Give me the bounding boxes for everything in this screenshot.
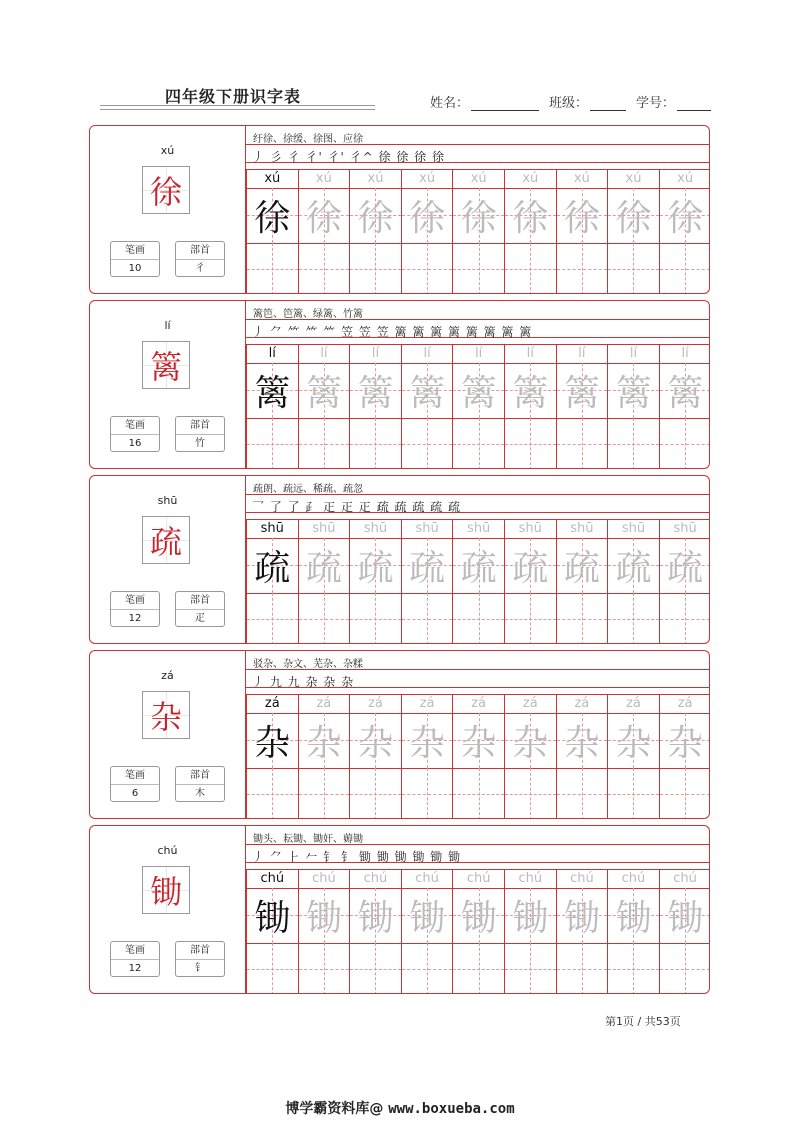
radical-value: 竹: [195, 438, 205, 449]
guide-line: [660, 619, 710, 620]
cell-pinyin: lí: [423, 346, 431, 361]
stroke-count-box: [110, 241, 160, 277]
cell-character: 篱: [667, 373, 704, 414]
cell-pinyin: xú: [419, 171, 436, 186]
watermark-url: www.boxueba.com: [388, 1101, 515, 1117]
cell-pinyin: xú: [470, 171, 487, 186]
cell-pinyin: shū: [673, 521, 697, 536]
page-title: 四年级下册识字表: [165, 87, 302, 106]
character-info: [90, 651, 246, 818]
guide-line: [660, 444, 710, 445]
character-info: [90, 826, 246, 993]
guide-line: [505, 619, 556, 620]
radical-label: 部首: [176, 767, 224, 785]
guide-line: [247, 619, 298, 620]
guide-line: [505, 444, 556, 445]
writing-grid: [246, 344, 710, 469]
cell-pinyin: xú: [264, 171, 281, 186]
radical-value: 钅: [195, 963, 205, 974]
cell-pinyin: xú: [625, 171, 642, 186]
model-cell[interactable]: [246, 694, 298, 819]
cell-pinyin: shū: [312, 521, 336, 536]
guide-line: [608, 969, 659, 970]
title-underline: [100, 105, 375, 106]
radical-value: 疋: [195, 613, 205, 624]
guide-line: [608, 269, 659, 270]
cell-character: 锄: [667, 898, 704, 939]
guide-line: [505, 794, 556, 795]
stroke-order: 丿 彡 彳 彳' 彳' 彳^ 徐 徐 徐 徐: [252, 150, 445, 164]
radical-label: 部首: [176, 417, 224, 435]
guide-line: [247, 269, 298, 270]
trace-cell[interactable]: [452, 694, 504, 819]
writing-grid: [246, 169, 710, 294]
cell-pinyin: zá: [264, 696, 280, 711]
model-cell[interactable]: [246, 169, 298, 294]
radical-label: 部首: [176, 592, 224, 610]
radical-box: [175, 766, 225, 802]
model-cell[interactable]: [246, 869, 298, 994]
cell-character: 锄: [305, 898, 342, 939]
radical-box: [175, 591, 225, 627]
example-words: 疏朗、疏远、稀疏、疏忽: [253, 484, 363, 495]
cell-pinyin: zá: [522, 696, 538, 711]
guide-line: [660, 794, 710, 795]
trace-cell[interactable]: [659, 694, 710, 819]
guide-line: [557, 969, 608, 970]
cell-character: 杂: [563, 723, 600, 764]
guide-line: [453, 969, 504, 970]
pinyin-label: shū: [157, 494, 178, 507]
pinyin-label: xú: [160, 144, 175, 157]
cell-pinyin: shū: [570, 521, 594, 536]
guide-line: [608, 794, 659, 795]
guide-line: [505, 269, 556, 270]
guide-line: [557, 269, 608, 270]
guide-line: [453, 444, 504, 445]
guide-line: [608, 444, 659, 445]
cell-pinyin: lí: [268, 346, 276, 361]
main-character: 徐: [149, 173, 182, 211]
trace-cell[interactable]: [504, 344, 556, 469]
page-number: 第1页 / 共53页: [605, 1015, 681, 1028]
trace-cell[interactable]: [504, 694, 556, 819]
cell-character: 篱: [460, 373, 497, 414]
main-character: 疏: [149, 523, 182, 561]
guide-line: [402, 969, 453, 970]
character-box: [142, 341, 190, 389]
guide-line: [299, 969, 350, 970]
stroke-order: 丿 ⺈ ⺊ 𠂉 钅 钅 锄 锄 锄 锄 锄 锄: [252, 850, 461, 864]
cell-pinyin: chú: [466, 871, 491, 886]
cell-character: 疏: [254, 548, 291, 589]
cell-pinyin: lí: [681, 346, 689, 361]
trace-cell[interactable]: [556, 519, 608, 644]
radical-label: 部首: [176, 942, 224, 960]
stroke-count-value: 16: [128, 438, 142, 449]
trace-cell[interactable]: [349, 169, 401, 294]
watermark: [0, 1098, 800, 1118]
trace-cell[interactable]: [504, 519, 556, 644]
cell-pinyin: xú: [367, 171, 384, 186]
cell-pinyin: lí: [320, 346, 328, 361]
cell-pinyin: zá: [368, 696, 383, 711]
cell-character: 杂: [305, 723, 342, 764]
guide-line: [557, 619, 608, 620]
cell-character: 杂: [460, 723, 497, 764]
guide-line: [402, 794, 453, 795]
cell-pinyin: shū: [518, 521, 542, 536]
trace-cell[interactable]: [401, 344, 453, 469]
character-box: [142, 866, 190, 914]
cell-pinyin: zá: [626, 696, 641, 711]
trace-cell[interactable]: [607, 869, 659, 994]
stroke-count-value: 12: [128, 613, 142, 624]
trace-cell[interactable]: [659, 519, 710, 644]
guide-line: [557, 444, 608, 445]
stroke-order: 丿 九 九 杂 杂 杂: [252, 675, 355, 689]
trace-cell[interactable]: [452, 344, 504, 469]
guide-line: [350, 794, 401, 795]
cell-pinyin: zá: [677, 696, 693, 711]
trace-cell[interactable]: [401, 694, 453, 819]
stroke-count-label: 笔画: [111, 417, 159, 435]
guide-line: [660, 269, 710, 270]
cell-pinyin: lí: [371, 346, 380, 361]
name-field[interactable]: [430, 92, 539, 111]
cell-pinyin: xú: [315, 171, 332, 186]
cell-pinyin: shū: [415, 521, 439, 536]
cell-character: 锄: [409, 898, 446, 939]
cell-character: 徐: [512, 198, 549, 239]
cell-character: 杂: [512, 723, 549, 764]
radical-label: 部首: [176, 242, 224, 260]
cell-character: 疏: [357, 548, 394, 589]
guide-line: [350, 619, 401, 620]
guide-line: [299, 619, 350, 620]
guide-line: [453, 794, 504, 795]
cell-pinyin: zá: [574, 696, 590, 711]
guide-line: [453, 619, 504, 620]
cell-pinyin: zá: [316, 696, 332, 711]
cell-pinyin: shū: [363, 521, 388, 536]
stroke-count-label: 笔画: [111, 592, 159, 610]
character-box: [142, 691, 190, 739]
trace-cell[interactable]: [349, 694, 401, 819]
model-cell[interactable]: [246, 344, 298, 469]
radical-value: 彳: [195, 263, 205, 274]
stroke-count-label: 笔画: [111, 242, 159, 260]
trace-cell[interactable]: [349, 519, 401, 644]
trace-cell[interactable]: [659, 869, 710, 994]
cell-character: 篱: [305, 373, 342, 414]
cell-character: 篱: [254, 373, 291, 414]
guide-line: [299, 269, 350, 270]
character-card: [89, 825, 710, 994]
student-info: [430, 92, 711, 111]
cell-character: 锄: [512, 898, 549, 939]
cell-character: 徐: [460, 198, 497, 239]
character-info: [90, 301, 246, 468]
id-field[interactable]: [636, 92, 711, 111]
guide-line: [247, 794, 298, 795]
character-info: [90, 476, 246, 643]
cell-pinyin: chú: [673, 871, 697, 886]
guide-line: [299, 794, 350, 795]
stroke-count-box: [110, 766, 160, 802]
trace-cell[interactable]: [452, 519, 504, 644]
cell-pinyin: lí: [629, 346, 638, 361]
stroke-count-value: 6: [131, 788, 139, 799]
trace-cell[interactable]: [349, 344, 401, 469]
trace-cell[interactable]: [607, 519, 659, 644]
stroke-count-label: 笔画: [111, 942, 159, 960]
cell-character: 疏: [615, 548, 652, 589]
trace-cell[interactable]: [659, 169, 710, 294]
guide-line: [247, 444, 298, 445]
guide-line: [557, 794, 608, 795]
example-words: 纡徐、徐缓、徐图、应徐: [253, 134, 363, 145]
cell-character: 杂: [357, 723, 394, 764]
cell-character: 篱: [615, 373, 652, 414]
cell-pinyin: zá: [471, 696, 487, 711]
stroke-count-value: 12: [128, 963, 142, 974]
example-words: 驳杂、杂文、芜杂、杂糅: [253, 659, 363, 670]
trace-cell[interactable]: [401, 869, 453, 994]
cell-character: 疏: [409, 548, 446, 589]
character-card: [89, 475, 710, 644]
cell-character: 疏: [305, 548, 342, 589]
trace-cell[interactable]: [607, 169, 659, 294]
stroke-order: 乛 了 了 ⺪ 𤴓 𤴓 𤴓 疏 疏 疏 疏 疏: [252, 500, 461, 514]
cell-pinyin: chú: [415, 871, 439, 886]
character-box: [142, 516, 190, 564]
cell-character: 杂: [254, 723, 291, 764]
trace-cell[interactable]: [607, 344, 659, 469]
cell-character: 杂: [409, 723, 446, 764]
trace-cell[interactable]: [504, 169, 556, 294]
pinyin-label: chú: [157, 844, 178, 857]
example-words: 篱笆、笆篱、绿篱、竹篱: [253, 309, 363, 320]
cell-character: 疏: [563, 548, 600, 589]
pinyin-label: zá: [161, 669, 174, 682]
radical-box: [175, 241, 225, 277]
cell-character: 篱: [563, 373, 600, 414]
cell-character: 锄: [254, 898, 291, 939]
trace-cell[interactable]: [298, 169, 350, 294]
cell-character: 徐: [615, 198, 652, 239]
name-label: 姓名：: [430, 96, 470, 111]
cell-character: 徐: [667, 198, 704, 239]
cell-character: 篱: [357, 373, 394, 414]
cell-character: 疏: [460, 548, 497, 589]
guide-line: [350, 969, 401, 970]
cell-character: 疏: [512, 548, 549, 589]
main-character: 篱: [149, 348, 182, 386]
cell-pinyin: zá: [419, 696, 435, 711]
cell-pinyin: shū: [467, 521, 491, 536]
example-words: 锄头、耘锄、锄奸、薅锄: [253, 834, 363, 845]
trace-cell[interactable]: [556, 344, 608, 469]
stroke-count-box: [110, 591, 160, 627]
cell-character: 篱: [512, 373, 549, 414]
guide-line: [453, 269, 504, 270]
stroke-count-box: [110, 416, 160, 452]
cell-character: 篱: [409, 373, 446, 414]
cell-character: 疏: [667, 548, 704, 589]
main-character: 锄: [149, 873, 182, 911]
trace-cell[interactable]: [298, 869, 350, 994]
id-label: 学号：: [636, 96, 676, 111]
character-card: [89, 650, 710, 819]
character-box: [142, 166, 190, 214]
trace-cell[interactable]: [556, 869, 608, 994]
cell-pinyin: chú: [260, 871, 285, 886]
trace-cell[interactable]: [298, 344, 350, 469]
cell-character: 徐: [305, 198, 342, 239]
cell-pinyin: chú: [621, 871, 646, 886]
trace-cell[interactable]: [452, 869, 504, 994]
writing-grid: [246, 869, 710, 994]
radical-value: 木: [195, 788, 205, 799]
cell-pinyin: shū: [260, 521, 284, 536]
radical-box: [175, 941, 225, 977]
main-character: 杂: [149, 698, 182, 736]
character-info: [90, 126, 246, 293]
guide-line: [608, 619, 659, 620]
class-field[interactable]: [549, 92, 626, 111]
stroke-order: 丿 ⺈ ⺮ ⺮ ⺮ 笠 笠 笠 篱 篱 篱 篱 篱 篱 篱 篱: [252, 325, 533, 339]
character-card: [89, 300, 710, 469]
guide-line: [402, 269, 453, 270]
trace-cell[interactable]: [401, 169, 453, 294]
cell-pinyin: xú: [573, 171, 590, 186]
cell-character: 杂: [667, 723, 704, 764]
title-underline-2: [100, 109, 375, 110]
guide-line: [247, 969, 298, 970]
cell-pinyin: shū: [621, 521, 646, 536]
cell-character: 锄: [563, 898, 600, 939]
cell-character: 锄: [615, 898, 652, 939]
cell-character: 徐: [357, 198, 394, 239]
guide-line: [402, 444, 453, 445]
writing-grid: [246, 519, 710, 644]
watermark-text: 博学霸资料库@: [285, 1101, 384, 1117]
stroke-count-value: 10: [128, 263, 142, 274]
trace-cell[interactable]: [298, 519, 350, 644]
trace-cell[interactable]: [556, 694, 608, 819]
radical-box: [175, 416, 225, 452]
class-label: 班级：: [549, 96, 589, 111]
trace-cell[interactable]: [452, 169, 504, 294]
cell-character: 锄: [460, 898, 497, 939]
guide-line: [350, 269, 401, 270]
trace-cell[interactable]: [607, 694, 659, 819]
trace-cell[interactable]: [659, 344, 710, 469]
cell-pinyin: chú: [363, 871, 388, 886]
cell-pinyin: chú: [518, 871, 543, 886]
stroke-count-box: [110, 941, 160, 977]
trace-cell[interactable]: [298, 694, 350, 819]
trace-cell[interactable]: [504, 869, 556, 994]
cell-pinyin: lí: [526, 346, 534, 361]
cell-character: 徐: [254, 198, 291, 239]
guide-line: [505, 969, 556, 970]
guide-line: [350, 444, 401, 445]
stroke-count-label: 笔画: [111, 767, 159, 785]
cell-pinyin: xú: [522, 171, 539, 186]
cell-character: 徐: [409, 198, 446, 239]
trace-cell[interactable]: [401, 519, 453, 644]
cell-pinyin: chú: [570, 871, 594, 886]
cell-character: 锄: [357, 898, 394, 939]
model-cell[interactable]: [246, 519, 298, 644]
guide-line: [402, 619, 453, 620]
cell-pinyin: chú: [312, 871, 336, 886]
guide-line: [660, 969, 710, 970]
character-card: [89, 125, 710, 294]
guide-line: [299, 444, 350, 445]
cell-character: 杂: [615, 723, 652, 764]
cell-character: 徐: [563, 198, 600, 239]
cell-pinyin: lí: [475, 346, 483, 361]
cell-pinyin: xú: [677, 171, 694, 186]
cell-pinyin: lí: [578, 346, 586, 361]
trace-cell[interactable]: [556, 169, 608, 294]
writing-grid: [246, 694, 710, 819]
trace-cell[interactable]: [349, 869, 401, 994]
pinyin-label: lí: [164, 319, 171, 332]
